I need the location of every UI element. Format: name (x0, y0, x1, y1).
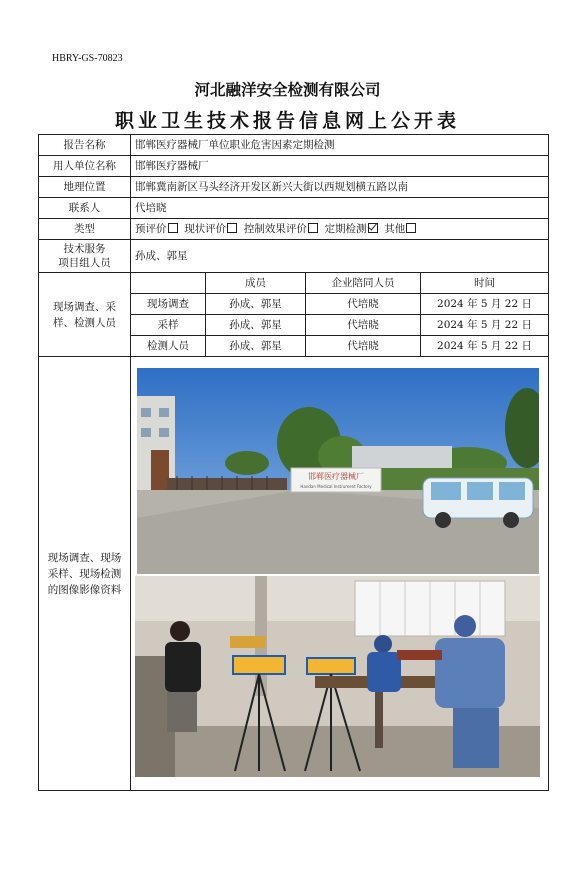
images-cell (131, 357, 549, 791)
report-name-label: 报告名称 (39, 135, 131, 156)
checkbox-icon[interactable] (168, 223, 178, 233)
survey-role: 现场调查 (131, 294, 206, 315)
company-name: 河北融洋安全检测有限公司 (194, 81, 381, 99)
header-time: 时间 (421, 273, 549, 294)
row-employer (39, 156, 549, 177)
employer-label: 用人单位名称 (39, 156, 131, 177)
row-type (39, 219, 549, 240)
factory-sign-subtext: Handan Medical Instrument Factory (300, 484, 372, 489)
type-option-periodic-testing[interactable]: 定期检测 (325, 223, 378, 235)
images-label: 现场调查、现场采样、现场检测的图像影像资料 (39, 357, 131, 791)
document-code: HBRY-GS-70823 (52, 53, 123, 64)
survey-members: 孙成、郭星 (206, 336, 306, 357)
type-option-status-evaluation[interactable]: 现状评价 (184, 223, 237, 235)
row-team (39, 240, 549, 273)
team-label: 技术服务 项目组人员 (39, 240, 131, 273)
type-label: 类型 (39, 219, 131, 240)
team-value: 孙成、郭星 (131, 240, 549, 273)
survey-role: 检测人员 (131, 336, 206, 357)
checkbox-icon[interactable] (227, 223, 237, 233)
factory-sign-text: 邯郸医疗器械厂 (308, 472, 364, 481)
survey-escort: 代培晓 (306, 315, 421, 336)
type-option-control-evaluation[interactable]: 控制效果评价 (244, 223, 318, 235)
contact-value: 代培晓 (131, 198, 549, 219)
location-value: 邯郸冀南新区马头经济开发区新兴大街以西规划横五路以南 (131, 177, 549, 198)
type-option-other[interactable]: 其他 (384, 223, 416, 235)
site-photo-factory-gate (137, 368, 539, 574)
row-report-name (39, 135, 549, 156)
row-images (39, 357, 549, 791)
survey-members: 孙成、郭星 (206, 315, 306, 336)
info-table (38, 134, 549, 791)
survey-escort: 代培晓 (306, 336, 421, 357)
contact-label: 联系人 (39, 198, 131, 219)
row-contact (39, 198, 549, 219)
survey-date: 2024 年 5 月 22 日 (421, 336, 549, 357)
location-label: 地理位置 (39, 177, 131, 198)
type-option-pre-evaluation[interactable]: 预评价 (135, 223, 178, 235)
survey-date: 2024 年 5 月 22 日 (421, 315, 549, 336)
row-location (39, 177, 549, 198)
survey-members: 孙成、郭星 (206, 294, 306, 315)
survey-label: 现场调查、采样、检测人员 (39, 273, 131, 357)
checkbox-icon[interactable] (406, 223, 416, 233)
checkbox-icon[interactable] (308, 223, 318, 233)
employer-value: 邯郸医疗器械厂 (131, 156, 549, 177)
survey-escort: 代培晓 (306, 294, 421, 315)
survey-role: 采样 (131, 315, 206, 336)
survey-header-blank (131, 273, 206, 294)
header-members: 成员 (206, 273, 306, 294)
survey-header-row (39, 273, 549, 294)
site-photo-sampling (135, 576, 540, 777)
header-escort: 企业陪同人员 (306, 273, 421, 294)
document-title: 职业卫生技术报告信息网上公开表 (114, 110, 460, 132)
checkbox-checked-icon[interactable] (368, 223, 378, 233)
report-name-value: 邯郸医疗器械厂单位职业危害因素定期检测 (131, 135, 549, 156)
type-options (131, 219, 549, 240)
survey-date: 2024 年 5 月 22 日 (421, 294, 549, 315)
